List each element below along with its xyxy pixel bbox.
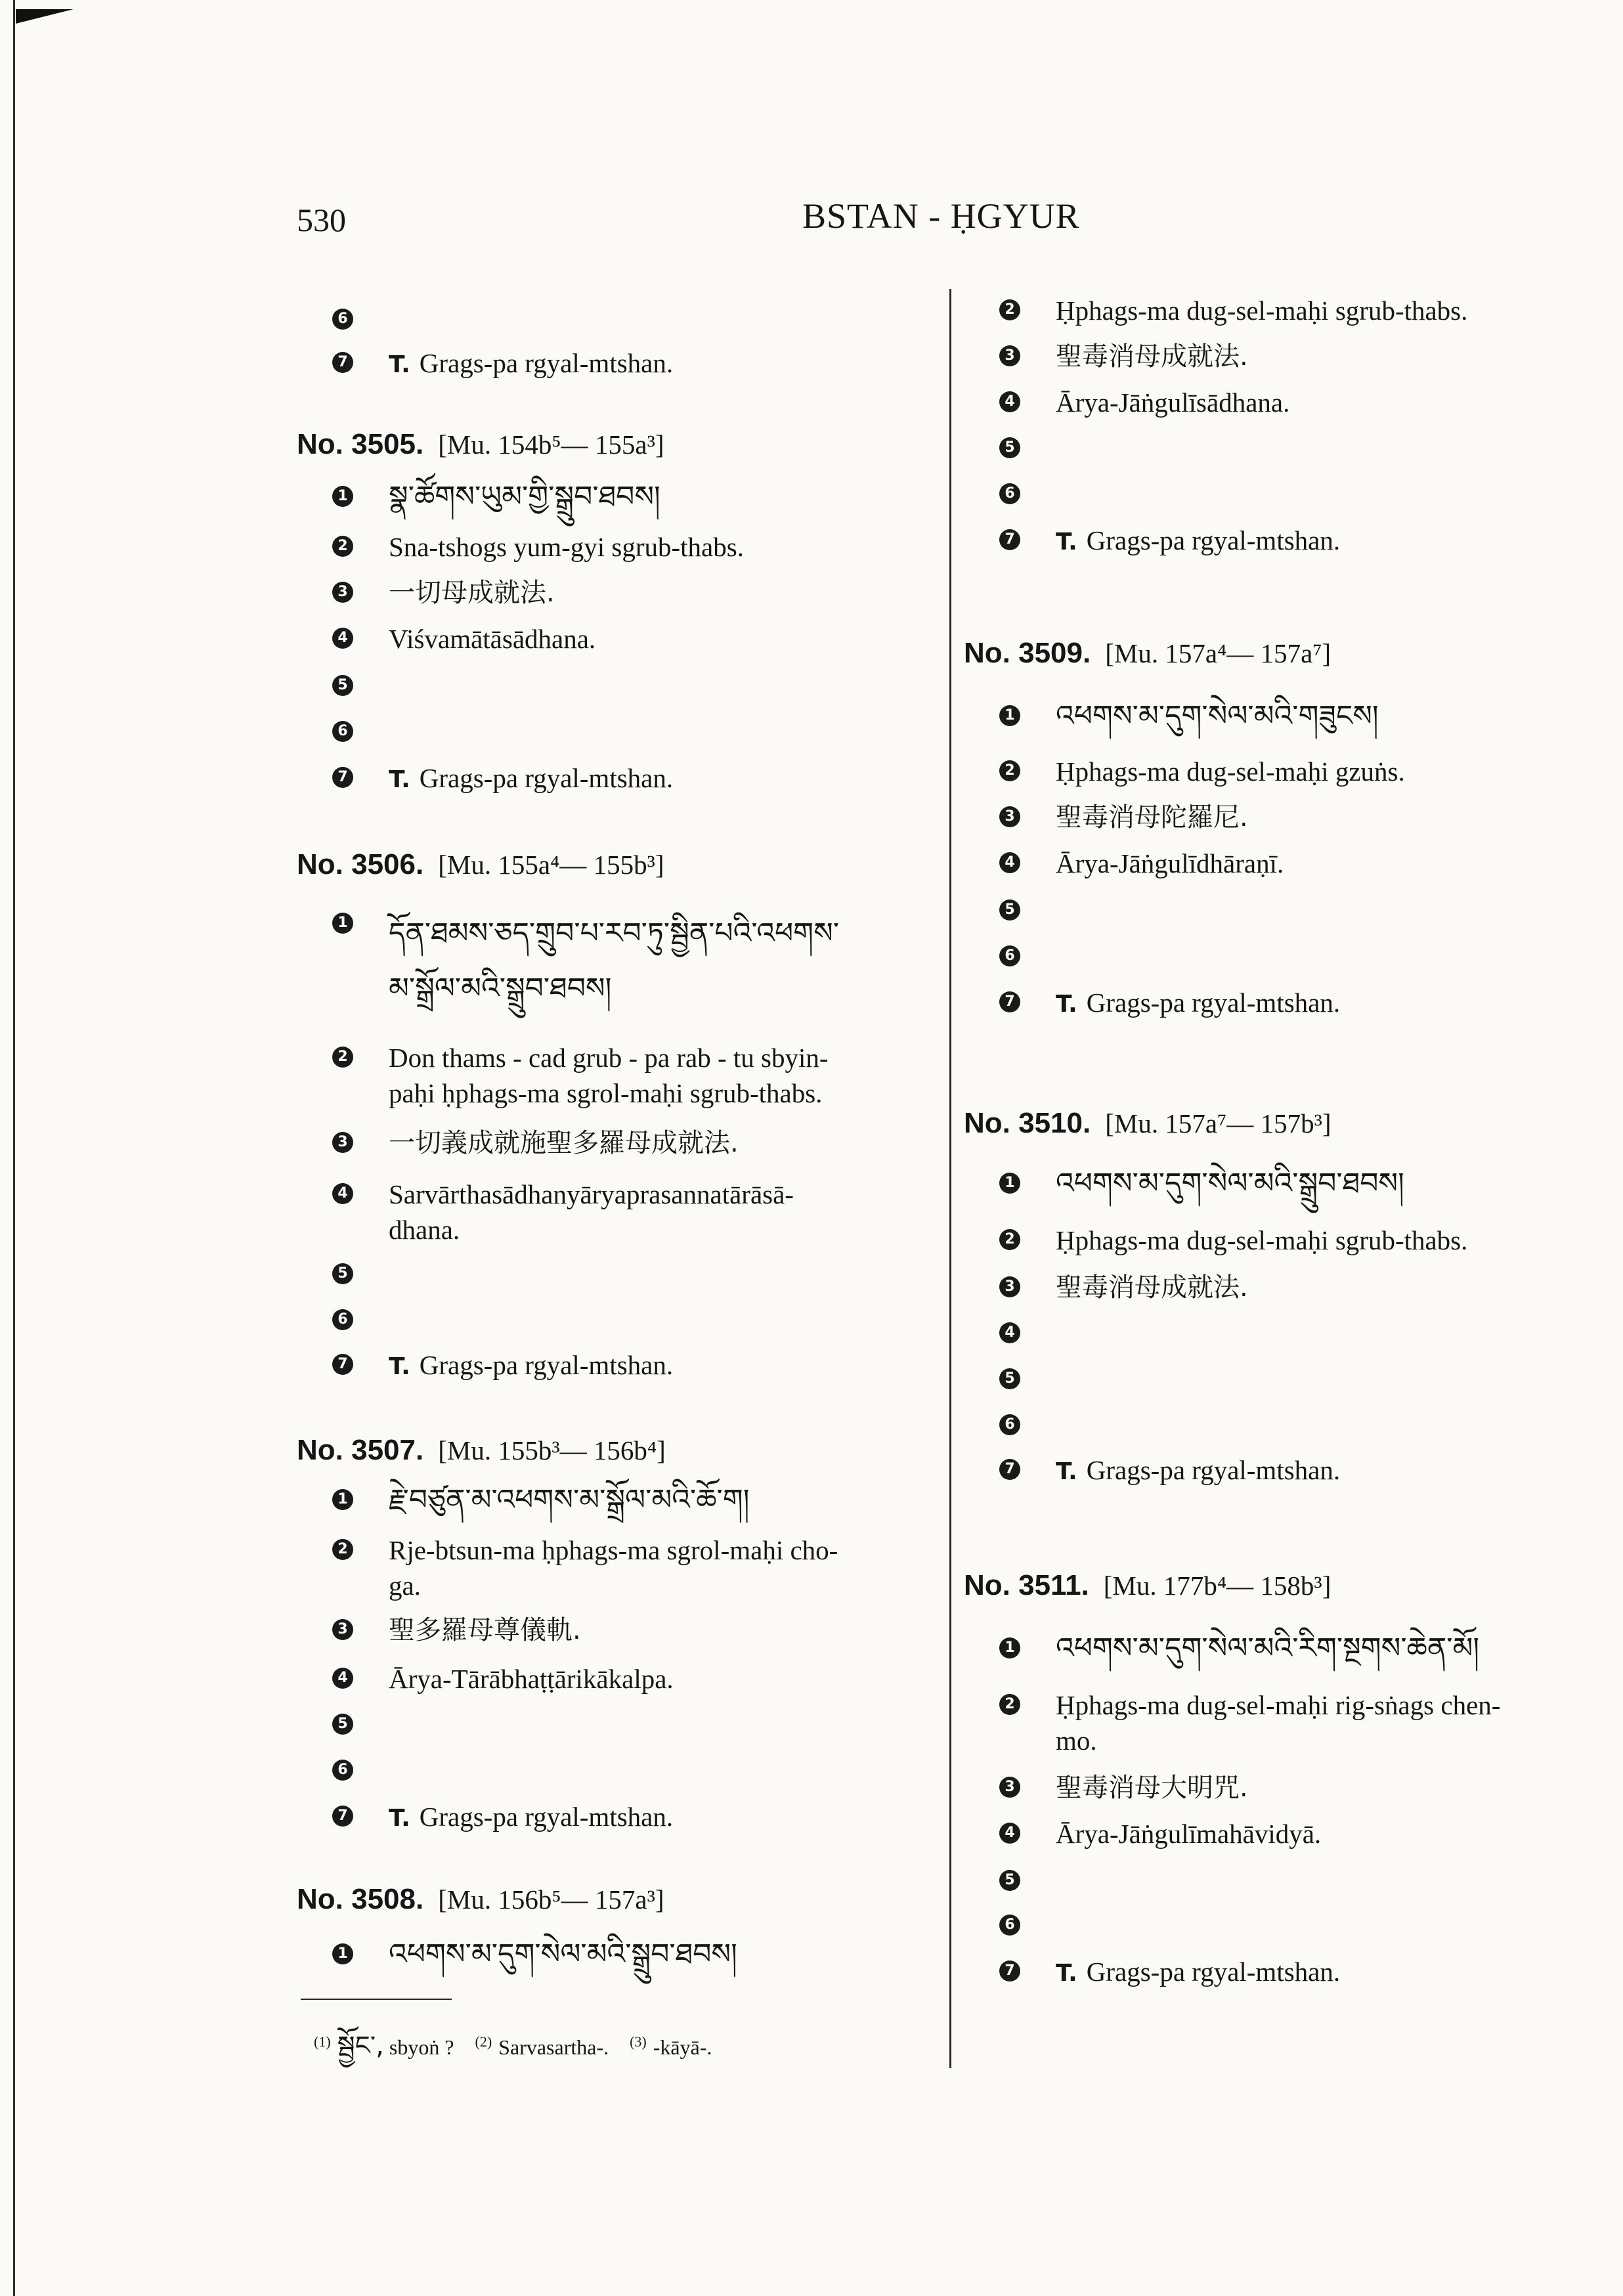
field-translator: 7 T. Grags-pa rgyal-mtshan.	[999, 985, 1620, 1022]
footnote-marker-1: (1)	[314, 2033, 331, 2050]
field-sanskrit-title: 4 Viśvamātāsādhana.	[332, 621, 927, 657]
entry-reference: [Mu. 157a⁴— 157a⁷]	[1105, 638, 1331, 668]
field-tibetan-title: 1 འཕགས་མ་དུག་སེལ་མའི་རིག་སྔགས་ཆེན་མོ།	[999, 1631, 1620, 1666]
entry-reference: [Mu. 155a⁴— 155b³]	[438, 850, 664, 880]
entry-reference: [Mu. 155b³— 156b⁴]	[438, 1435, 666, 1465]
footnote-3-text: -kāyā-.	[653, 2035, 712, 2059]
entry-number: No. 3505.	[297, 428, 424, 460]
entry-reference: [Mu. 156b⁵— 157a³]	[438, 1884, 664, 1915]
entry-heading-3507	[297, 1434, 666, 1467]
field-sanskrit-title: 4 Ārya-Jāṅgulīsādhana.	[999, 385, 1620, 420]
field-transliteration: 2 Ḥphags-ma dug-sel-maḥi sgrub-thabs.	[999, 1223, 1620, 1258]
entry-reference: [Mu. 157a⁷— 157b³]	[1105, 1108, 1331, 1138]
entry-number: No. 3508.	[297, 1883, 424, 1915]
running-title: BSTAN - ḤGYUR	[802, 196, 1080, 236]
field-sanskrit-title: 4 Ārya-Tārābhaṭṭārikākalpa.	[332, 1661, 927, 1697]
translator-name: Grags-pa rgyal-mtshan.	[419, 348, 674, 378]
entry-number: No. 3511.	[964, 1569, 1089, 1601]
page-number: 530	[297, 202, 346, 238]
field-tibetan-title: 1 འཕགས་མ་དུག་སེལ་མའི་གཟུངས།	[999, 699, 1620, 734]
entry-number: No. 3506.	[297, 848, 424, 880]
field-translator: 7 T. Grags-pa rgyal-mtshan.	[999, 1954, 1620, 1991]
entry-heading-3511	[964, 1569, 1331, 1602]
field-sanskrit-title: 4 Ārya-Jāṅgulīdhāraṇī.	[999, 846, 1620, 881]
field-translator: 7 T. Grags-pa rgyal-mtshan.	[999, 1452, 1620, 1490]
field-tibetan-title: 1 རྗེ་བཙུན་མ་འཕགས་མ་སྒྲོལ་མའི་ཆོ་ག།	[332, 1483, 927, 1518]
field-translator: 7 T. Grags-pa rgyal-mtshan.	[332, 760, 927, 798]
footnote-1-tibetan: སྦྱོང་,	[337, 2031, 384, 2061]
field-translator: 7 T. Grags-pa rgyal-mtshan.	[999, 523, 1620, 560]
entry-heading-3509	[964, 637, 1331, 670]
entry-number: No. 3507.	[297, 1434, 424, 1466]
field-chinese-title: 3 聖毒消母陀羅尼.	[999, 800, 1620, 835]
field-transliteration: 2 Don thams - cad grub - pa rab - tu sbyin- paḥi ḥphags-ma sgrol-maḥi sgrub-thabs.	[332, 1040, 927, 1111]
field-translator: 7 T. Grags-pa rgyal-mtshan.	[332, 1347, 927, 1385]
entry-heading-3510	[964, 1107, 1331, 1140]
footnote-1-text: sbyoṅ ?	[389, 2035, 454, 2059]
footnotes	[314, 2016, 712, 2090]
field-tibetan-title: 1 འཕགས་མ་དུག་སེལ་མའི་སྒྲུབ་ཐབས།	[332, 1937, 927, 1972]
field-transliteration: 2 Ḥphags-ma dug-sel-maḥi rig-sṅags chen- mo.	[999, 1687, 1620, 1758]
binding-edge-line	[13, 0, 15, 2296]
translator-prefix: T.	[389, 351, 410, 378]
field-tibetan-title: 1 འཕགས་མ་དུག་སེལ་མའི་སྒྲུབ་ཐབས།	[999, 1166, 1620, 1202]
entry-number: No. 3509.	[964, 637, 1091, 669]
field-transliteration: 2 Ḥphags-ma dug-sel-maḥi sgrub-thabs.	[999, 293, 1620, 328]
field-chinese-title: 3 一切義成就施聖多羅母成就法.	[332, 1125, 927, 1161]
corner-mark	[16, 9, 74, 24]
field-chinese-title: 3 聖毒消母大明咒.	[999, 1770, 1620, 1806]
entry-heading-3508	[297, 1883, 664, 1916]
entry-heading-3506	[297, 848, 664, 881]
field-tibetan-title: 1 སྣ་ཚོགས་ཡུམ་གྱི་སྒྲུབ་ཐབས།	[332, 479, 927, 515]
field-transliteration: 2 Ḥphags-ma dug-sel-maḥi gzuṅs.	[999, 754, 1620, 789]
field-transliteration: 2 Rje-btsun-ma ḥphags-ma sgrol-maḥi cho- ga.	[332, 1532, 927, 1603]
column-divider	[949, 289, 951, 2068]
field-chinese-title: 3 聖多羅母尊儀軌.	[332, 1613, 927, 1648]
field-chinese-title: 3 聖毒消母成就法.	[999, 339, 1620, 374]
field-number-7: 7	[332, 352, 353, 373]
field-chinese-title: 3 一切母成就法.	[332, 575, 927, 611]
entry-reference: [Mu. 154b⁵— 155a³]	[438, 429, 664, 460]
continued-field-7	[332, 345, 927, 383]
entry-heading-3505	[297, 428, 664, 461]
field-sanskrit-title: 4 Sarvārthasādhanyāryaprasannatārāsā- dhana.	[332, 1177, 927, 1247]
entry-reference: [Mu. 177b⁴— 158b³]	[1103, 1570, 1331, 1601]
field-sanskrit-title: 4 Ārya-Jāṅgulīmahāvidyā.	[999, 1816, 1620, 1852]
footnote-rule	[301, 1999, 452, 2000]
footnote-marker-2: (2)	[475, 2033, 492, 2050]
field-transliteration: 2 Sna-tshogs yum-gyi sgrub-thabs.	[332, 529, 927, 565]
field-translator: 7 T. Grags-pa rgyal-mtshan.	[332, 1799, 927, 1836]
footnote-2-text: Sarvasartha-.	[498, 2035, 609, 2059]
field-number-6: 6	[332, 309, 353, 330]
field-chinese-title: 3 聖毒消母成就法.	[999, 1270, 1620, 1305]
footnote-marker-3: (3)	[630, 2033, 647, 2050]
entry-number: No. 3510.	[964, 1107, 1091, 1139]
field-tibetan-title: 1 དོན་ཐམས་ཅད་གྲུབ་པ་རབ་ཏུ་སྦྱིན་པའི་འཕགས་ མ་སྒྲོལ་མའི་སྒྲུབ་ཐབས།	[332, 906, 927, 1016]
